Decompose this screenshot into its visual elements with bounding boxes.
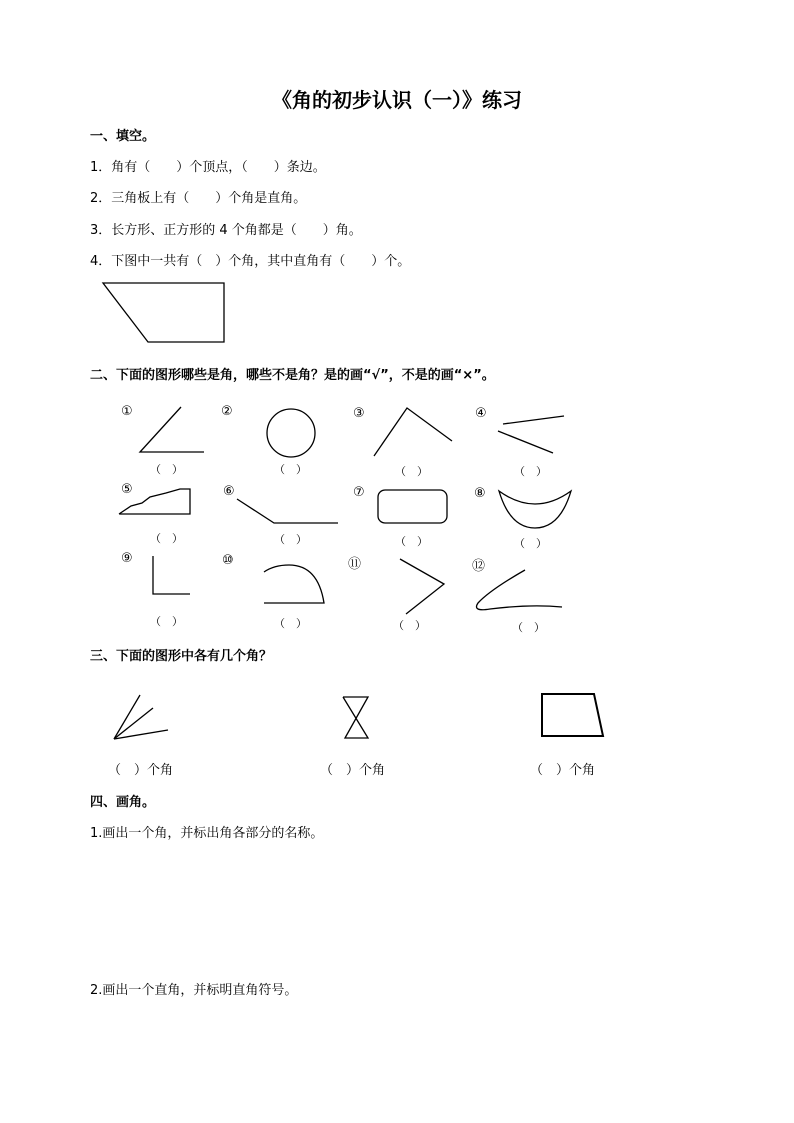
figure-label-12: ⑫ [472,559,486,574]
answer-blank-8[interactable]: （ ） [514,537,547,550]
question-1-1: 1．角有（ ）个顶点，（ ）条边。 [90,160,326,175]
angle-count-2[interactable]: （ ）个角 [320,763,386,778]
answer-blank-4[interactable]: （ ） [514,465,547,478]
question-1-4: 4．下图中一共有（ ）个角，其中直角有（ ）个。 [90,254,411,269]
angle-count-1[interactable]: （ ）个角 [108,763,174,778]
question-4-2: 2.画出一个直角，并标明直角符号。 [90,983,298,998]
figure-label-1: ① [121,404,133,419]
answer-blank-2[interactable]: （ ） [274,463,307,476]
figure-label-10: ⑩ [222,553,234,568]
answer-blank-12[interactable]: （ ） [512,621,545,634]
section-2-heading: 二、下面的图形哪些是角，哪些不是角？是的画“√”，不是的画“×”。 [90,368,495,383]
figure-label-4: ④ [475,406,487,421]
figure-label-6: ⑥ [223,484,235,499]
figure-label-2: ② [221,404,233,419]
page-title: 《角的初步认识（一）》练习 [272,88,522,112]
answer-blank-9[interactable]: （ ） [150,615,183,628]
answer-blank-7[interactable]: （ ） [395,535,428,548]
section-3-heading: 三、下面的图形中各有几个角？ [90,649,273,664]
figure-label-9: ⑨ [121,551,133,566]
figure-label-11: ⑪ [348,557,362,572]
figure-label-3: ③ [353,406,365,421]
answer-blank-5[interactable]: （ ） [150,532,183,545]
angle-count-3[interactable]: （ ）个角 [530,763,596,778]
section-1-heading: 一、填空。 [90,129,156,144]
question-1-3: 3．长方形、正方形的 4 个角都是（ ）角。 [90,223,362,238]
answer-blank-3[interactable]: （ ） [395,465,428,478]
figure-label-7: ⑦ [353,485,365,500]
question-4-1: 1.画出一个角，并标出角各部分的名称。 [90,826,324,841]
answer-blank-11[interactable]: （ ） [393,619,426,632]
figure-label-5: ⑤ [121,482,133,497]
answer-blank-6[interactable]: （ ） [274,533,307,546]
answer-blank-1[interactable]: （ ） [150,463,183,476]
answer-blank-10[interactable]: （ ） [274,617,307,630]
section-4-heading: 四、画角。 [90,795,156,810]
question-1-2: 2．三角板上有（ ）个角是直角。 [90,191,307,206]
figure-label-8: ⑧ [474,486,486,501]
